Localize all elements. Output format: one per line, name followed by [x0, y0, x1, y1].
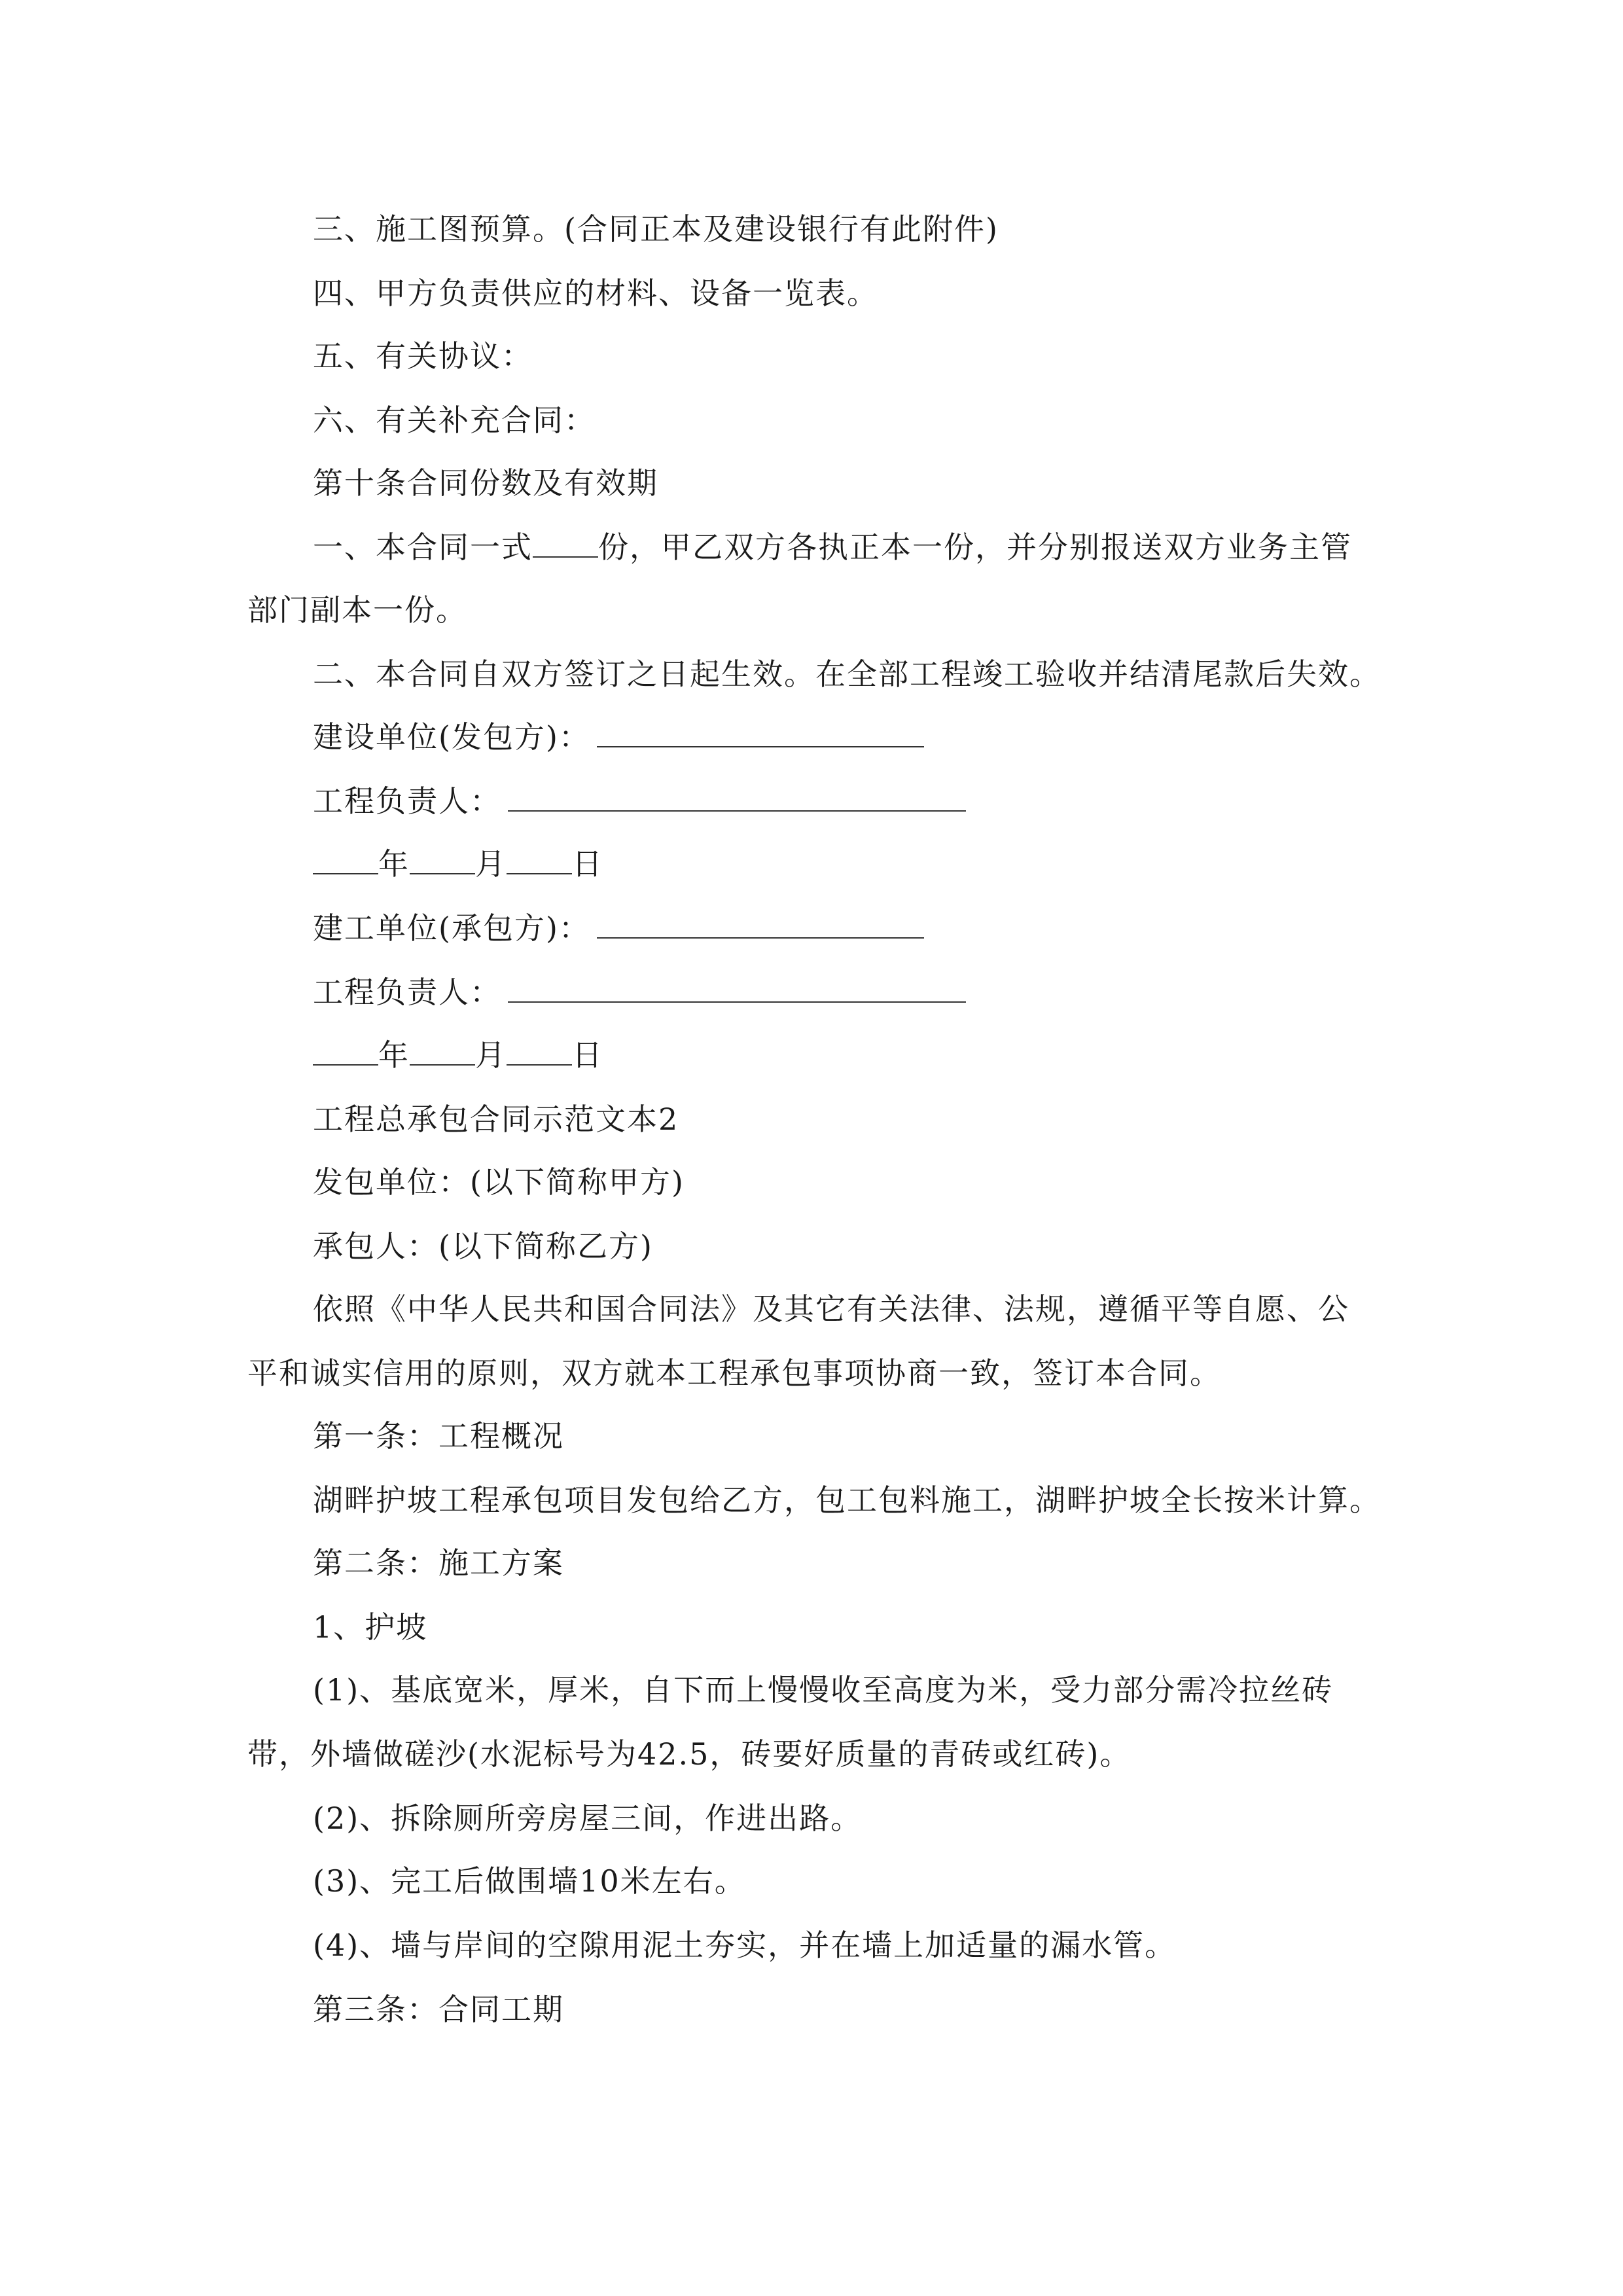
contractor-blank — [597, 908, 924, 939]
copies-clause-cont: 部门副本一份。 — [247, 592, 467, 628]
copies-clause-end: 份，甲乙双方各执正本一份，并分别报送双方业务主管 — [598, 529, 1352, 565]
section-slope-protection: 1、护坡 — [313, 1609, 428, 1645]
employer-manager-line — [313, 781, 966, 821]
article-3-heading: 第三条：合同工期 — [313, 1992, 564, 2027]
employer-signature-line — [313, 717, 924, 757]
employer-month-blank — [410, 844, 475, 874]
employer-label: 建设单位(发包方)： — [313, 719, 590, 755]
employer-party: 发包单位：(以下简称甲方) — [313, 1164, 685, 1200]
validity-clause: 二、本合同自双方签订之日起生效。在全部工程竣工验收并结清尾款后失效。 — [313, 656, 1381, 692]
item-4: (4)、墙与岸间的空隙用泥土夯实，并在墙上加适量的漏水管。 — [313, 1928, 1177, 1963]
month-label: 月 — [475, 846, 507, 882]
contractor-date-line — [313, 1035, 603, 1075]
contractor-day-blank — [507, 1035, 572, 1066]
copies-clause — [313, 528, 1352, 567]
day-label: 日 — [572, 846, 603, 882]
item-3: (3)、完工后做围墙10米左右。 — [313, 1863, 746, 1899]
employer-date-line — [313, 844, 603, 884]
employer-manager-label: 工程负责人： — [313, 783, 501, 819]
contractor-manager-label: 工程负责人： — [313, 975, 501, 1010]
preamble-line-2: 平和诚实信用的原则，双方就本工程承包事项协商一致，签订本合同。 — [247, 1355, 1221, 1391]
appendix-item-6: 六、有关补充合同： — [313, 403, 596, 438]
article-1-heading: 第一条：工程概况 — [313, 1418, 564, 1454]
copies-count-blank — [533, 528, 598, 558]
contractor-manager-line — [313, 973, 966, 1012]
template-2-title: 工程总承包合同示范文本2 — [313, 1102, 679, 1137]
year-label: 年 — [378, 1037, 410, 1073]
item-2: (2)、拆除厕所旁房屋三间，作进出路。 — [313, 1801, 863, 1836]
item-1-line-1: (1)、基底宽米，厚米，自下而上慢慢收至高度为米，受力部分需冷拉丝砖 — [313, 1672, 1334, 1708]
employer-manager-blank — [508, 781, 966, 812]
appendix-item-4: 四、甲方负责供应的材料、设备一览表。 — [313, 276, 878, 311]
project-overview: 湖畔护坡工程承包项目发包给乙方，包工包料施工，湖畔护坡全长按米计算。 — [313, 1482, 1381, 1518]
year-label: 年 — [378, 846, 410, 882]
contractor-label: 建工单位(承包方)： — [313, 910, 590, 946]
item-1-line-2: 带，外墙做磋沙(水泥标号为42.5，砖要好质量的青砖或红砖)。 — [247, 1736, 1132, 1772]
appendix-item-5: 五、有关协议： — [313, 338, 533, 374]
appendix-item-3: 三、施工图预算。(合同正本及建设银行有此附件) — [313, 211, 999, 247]
day-label: 日 — [572, 1037, 603, 1073]
preamble-line-1: 依照《中华人民共和国合同法》及其它有关法律、法规，遵循平等自愿、公 — [313, 1291, 1349, 1327]
contractor-signature-line — [313, 908, 924, 948]
contractor-manager-blank — [508, 973, 966, 1003]
month-label: 月 — [475, 1037, 507, 1073]
employer-blank — [597, 717, 924, 747]
contractor-month-blank — [410, 1035, 475, 1066]
contractor-party: 承包人：(以下简称乙方) — [313, 1229, 653, 1264]
article-10-heading: 第十条合同份数及有效期 — [313, 465, 658, 501]
employer-day-blank — [507, 844, 572, 874]
employer-year-blank — [313, 844, 378, 874]
copies-clause-start: 一、本合同一式 — [313, 529, 533, 565]
contractor-year-blank — [313, 1035, 378, 1066]
article-2-heading: 第二条：施工方案 — [313, 1545, 564, 1581]
